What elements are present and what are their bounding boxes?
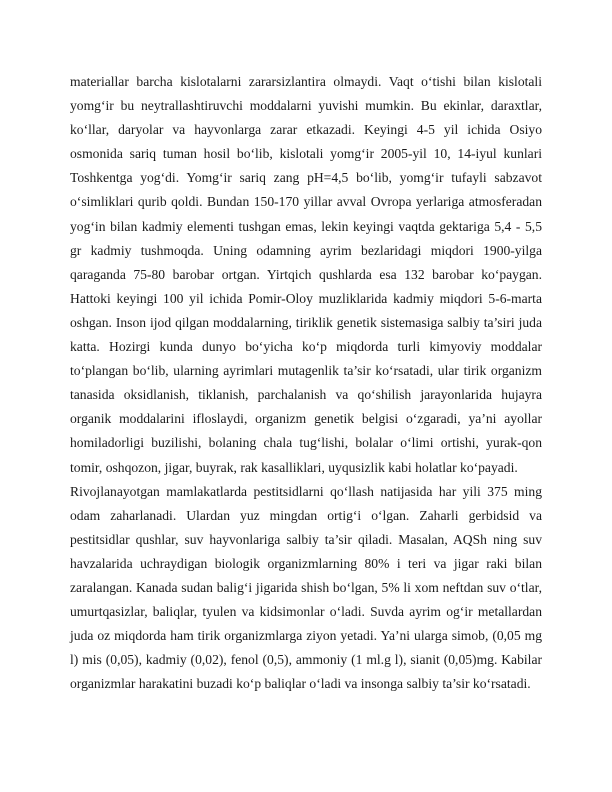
paragraph-1: materiallar barcha kislotalarni zararsizlantira olmaydi. Vaqt o‘tishi bilan kislotali yomg‘ir bu neytrallashtiruvchi moddalarni yuvishi mumkin. Bu ekinlar, daraxtlar, ko‘llar, daryolar va hayvonlarga zarar etkazadi. Keyingi 4-5 yil ichida Osiyo osmonida sariq tuman hosil bo‘lib, kislotali yomg‘ir 2005-yil 10, 14-iyul kunlari Toshkentga yog‘di. Yomg‘ir sariq zang pH=4,5 bo‘lib, yomg‘ir tufayli sabzavot o‘simliklari qurib qoldi. Bundan 150-170 yillar avval Ovropa yerlariga atmosferadan yog‘in bilan kadmiy elementi tushgan emas, lekin keyingi vaqtda gektariga 5,4 - 5,5 gr kadmiy tushmoqda. Uning odamning ayrim bezlaridagi miqdori 1900-yilga qaraganda 75-80 barobar ortgan. Yirtqich qushlarda esa 132 barobar ko‘paygan. Hattoki keyingi 100 yil ichida Pomir-Oloy muzliklarida kadmiy miqdori 5-6-marta oshgan. Inson ijod qilgan moddalarning, tiriklik genetik sistemasiga salbiy ta’siri juda katta. Hozirgi kunda dunyo bo‘yicha ko‘p miqdorda turli kimyoviy moddalar to‘plangan bo‘lib, ularning ayrimlari mutagenlik ta’sir ko‘rsatadi, ular tirik organizm tanasida oksidlanish, tiklanish, parchalanish va qo‘shilish jarayonlarida hujayra organik moddalarini ifloslaydi, organizm genetik belgisi o‘zgaradi, ya’ni ayollar homiladorligi buzilishi, bolaning chala tug‘lishi, bolalar o‘limi ortishi, yurak-qon tomir, oshqozon, jigar, buyrak, rak kasalliklari, uyqusizlik kabi holatlar ko‘payadi. <box>70 74 542 475</box>
document-body <box>70 70 542 696</box>
paragraph-2: Rivojlanayotgan mamlakatlarda pestitsidlarni qo‘llash natijasida har yili 375 ming odam zaharlanadi. Ulardan yuz mingdan ortig‘i o‘lgan. Zaharli gerbidsid va pestitsidlar qushlar, suv hayvonlariga salbiy ta’sir qiladi. Masalan, AQSh ning suv havzalarida uchraydigan biologik organizmlarning 80% i teri va jigar raki bilan zaralangan. Kanada sudan balig‘i jigarida shish bo‘lgan, 5% li xom neftdan suv o‘tlar, umurtqasizlar, baliqlar, tyulen va kidsimonlar o‘ladi. Suvda ayrim og‘ir metallardan juda oz miqdorda ham tirik organizmlarga ziyon yetadi. Ya’ni ularga simob, (0,05 mg l) mis (0,05), kadmiy (0,02), fenol (0,5), ammoniy (1 ml.g l), sianit (0,05)mg. Kabilar organizmlar harakatini buzadi ko‘p baliqlar o‘ladi va insonga salbiy ta’sir ko‘rsatadi. <box>70 483 542 692</box>
